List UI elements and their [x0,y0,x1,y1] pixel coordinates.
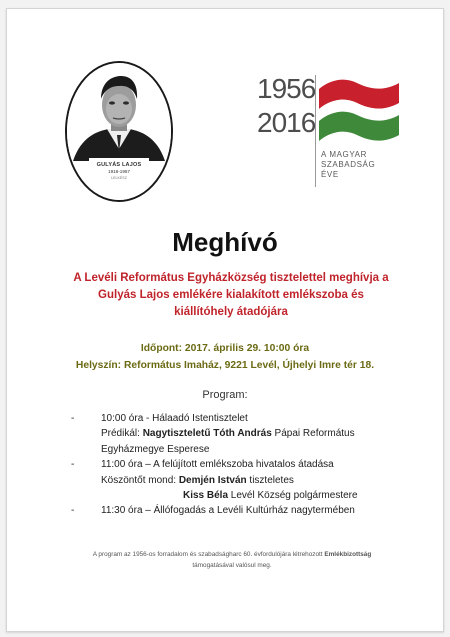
logo-caption [321,150,375,180]
program-item-1-preacher [101,426,411,441]
program-item-2-greeting [101,473,411,488]
lead-line-1: A Levéli Református Egyházközség tisztelettel meghívja a [73,272,389,284]
portrait-years: 1918-1957 [108,169,130,174]
list-dash: - [71,413,75,424]
list-dash: - [71,459,75,471]
invitation-lead [57,270,405,321]
footer-line-1 [27,549,437,560]
program-item-3 [71,503,411,518]
greeting-label: Köszöntőt mond: [101,474,179,486]
preacher-name: Nagytiszteletű Tóth András [142,428,272,440]
event-place: Helyszín: Református Imaház, 9221 Levél, Újhelyi Imre tér 18. [75,360,375,371]
footer-note [27,549,437,571]
lead-line-2: Gulyás Lajos emlékére kialakított emlékszoba és [98,289,364,301]
program-item-2-greeting-2 [101,488,411,503]
program-item-1 [71,411,411,457]
footer-text: A program az 1956-os forradalom és szabadságharc 60. évfordulójára létrehozott [92,551,325,558]
program-list [71,411,411,519]
preacher-title: Pápai Református [271,428,355,440]
hungarian-flag-icon [319,75,399,147]
event-time: Időpont: 2017. április 29. 10:00 óra [140,343,310,354]
greeter-title-1: tiszteletes [246,474,294,486]
portrait-medallion [65,61,173,202]
portrait-name: GULYÁS LAJOS [96,162,142,168]
footer-committee: Emlékbizottság [324,551,372,558]
logo-caption-line1: A MAGYAR [321,150,367,159]
logo-year-end: 2016 [257,107,316,138]
program-item-1-title: 10:00 óra - Hálaadó Istentisztelet [101,413,248,424]
program-item-2-title: 11:00 óra – A felújított emlékszoba hivatalos átadása [101,459,334,471]
logo-divider [315,75,316,187]
logo-caption-line3: ÉVE [321,170,339,179]
program-item-2 [71,457,411,503]
lead-line-3: kiállítóhely átadójára [174,306,288,318]
program-item-3-title: 11:30 óra – Állófogadás a Levéli Kultúrház nagytermében [101,505,355,517]
footer-line-2: támogatásával valósul meg. [192,562,272,569]
anniversary-logo [257,75,397,195]
program-item-1-preacher-title: Egyházmegye Esperese [101,443,210,455]
list-dash: - [71,505,75,517]
greeter-title-2: Levél Község polgármestere [228,490,358,502]
preacher-label: Prédikál: [101,428,143,440]
logo-caption-line2: SZABADSÁG [321,160,376,169]
logo-year-start: 1956 [257,73,316,104]
program-heading: Program: [202,389,248,401]
greeter-name-1: Demjén István [178,474,247,486]
event-details [7,340,443,374]
greeter-name-2: Kiss Béla [183,490,229,502]
page-title: Meghívó [172,227,278,257]
invitation-page [6,8,444,632]
portrait-extra: LELKÉSZ [111,176,127,180]
